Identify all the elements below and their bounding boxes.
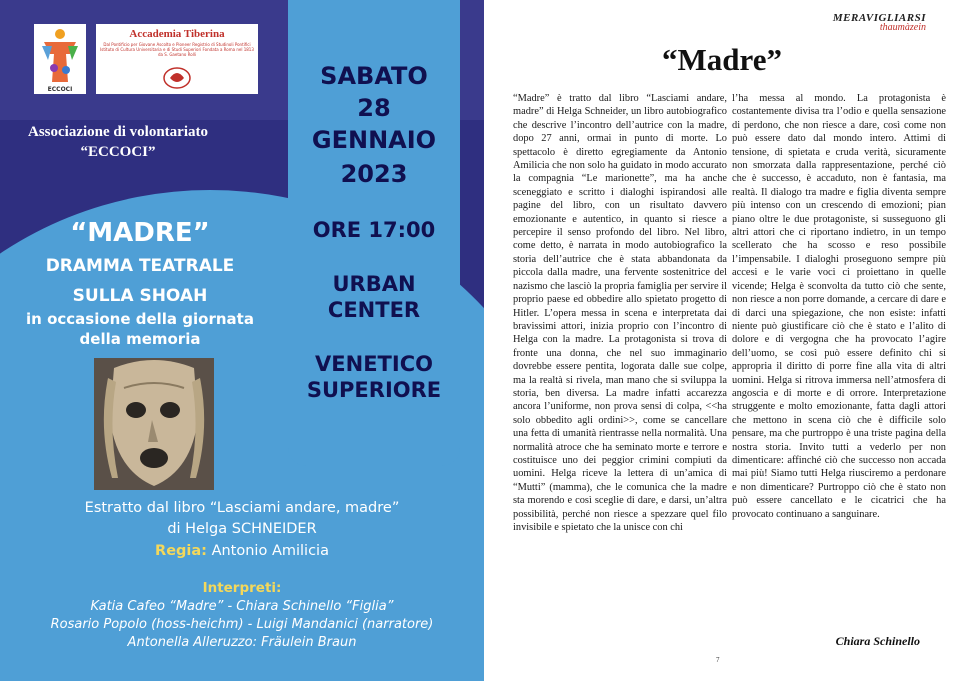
place-line-1: VENETICO — [315, 352, 433, 376]
cast-line-2: Rosario Popolo (hoss-heichm) - Luigi Mandanici (narratore) — [50, 617, 434, 632]
date-day-name: SABATO — [320, 62, 428, 90]
article-column-2-text: l’ha messa al mondo. La protagonista è costantemente divisa tra l’odio e quella sensazione di perdono, che non riesce a dare, così come non può essere dato dal mondo intero. Attimi di tensione, di spietata e cruda verità, sicuramente non smorzata dalla rappresentazione, perché ciò che è successo, è accaduto, non è fantasia, ma realtà. Il dialogo tra madre e figlia diventa sempre più intenso con un crescendo di emozioni; pian piano oltre le due protagoniste, si susseguono gli altri attori che ci riportano indietro, in un tempo scellerato che ha scosso e reso possibile l’impensabile. I dialoghi proseguono sempre più accesi e le varie voci ci proiettano in quelle vicende; Helga è sconvolta da tutto ciò che sente, non riesce a non porre domande, a cercare di dare e di darci una spiegazione, che non esiste: infatti niente può giustificare ciò che è stato e l’alito di dolore e di vergogna che ha provocato l’agire dell’uomo, se così può essere definito chi si appropria il diritto di porre fine alla vita di altri uomini. Helga si ritrova immersa nell’atmosfera di angoscia e di morte e di orrore. Interpretazione struggente e molto emozionante, fatta dagli attori che mettono in scena ciò che è difficile solo pensare, ma che purtroppo è una triste pagina della nostra storia. Invito tutti a vederlo per non dimenticare: affinché ciò che successo non accada mai più! Siamo tutti Helga riusciremo a perdonare e non dimenticare? Purtroppo ciò che è stato non può essere cancellato e le cicatrici che ha provocato continuano a sanguinare. — [732, 93, 946, 520]
venue-line-2: CENTER — [327, 298, 421, 322]
accademia-subtitle: Dal Pontificio per Giovane Ascolto e Pioneer Registrio di Studinoli Pontifici Istituto di Cultura Universitaria e di Studi Superiori Fondata a Roma nel 1813 da S. Gaetano Rolli — [100, 42, 254, 57]
date-year: 2023 — [340, 160, 408, 188]
excerpt-line-1: Estratto dal libro “Lasciami andare, madre” — [84, 500, 400, 516]
show-subtitle-2: SULLA SHOAH — [72, 286, 208, 306]
eccoci-figure-icon — [34, 24, 86, 94]
venue-line-1: URBAN — [332, 272, 416, 296]
show-title: “MADRE” — [70, 218, 210, 248]
date-month: GENNAIO — [311, 126, 437, 154]
accademia-seal-icon — [162, 64, 192, 90]
director-name: Antonio Amilicia — [211, 543, 329, 559]
section-rubric — [833, 12, 926, 33]
accademia-title: Accademia Tiberina — [129, 28, 225, 40]
cast-line-3: Antonella Alleruzzo: Fräulein Braun — [127, 635, 357, 650]
event-time: ORE 17:00 — [312, 218, 436, 242]
eccoci-logo-text: ECCOCI — [47, 86, 73, 93]
show-subtitle-3: in occasione della giornata — [26, 310, 254, 328]
article-column-1-text: “Madre” è tratto dal libro “Lasciami andare, madre” di Helga Schneider, un libro autobiografico che descrive l’incontro dell’autrice con la madre, dopo 27 anni, ormai in punto di morte. Lo spettacolo è diretto egregiamente da Antonio Amilicia che non solo ha guidato in modo accurato la compagnia “Le marionette”, ma ha anche sceneggiato e scritto i dialoghi ispirandosi alle pagine del libro, con un risultato davvero emozionante e autentico, in quanto si riesce a percepire il senso profondo del libro. Nel libro, come detto, è narrata in modo autobiografico la storia dell’autrice che è stata abbandonata da piccola dalla madre, una fervente sostenitrice del nazismo che lasciò la propria famiglia per servire il proprio paese ed obbedire allo spietato progetto di Hitler. L’opera messa in scena e interpretata dai bravissimi attori, inizia proprio con l’incontro di Helga con la madre. La protagonista si trova di fronte una donna, che nel suo immaginario dovrebbe essere pentita, logorata dalle sue colpe, ma la realtà si rivela, man mano che si sviluppa la storia, ben diversa. La madre infatti accarezza ancora l’uniforme, non prova sensi di colpa, <<ha solo obbedito agli ordini>>, come se cancellare una fetta di umanità rientrasse nella normalità. Una normalità atroce che ha seminato morte e terrore e costituisce uno dei peggior crimini compiuti da uomini. Helga riceve la lettera di un’amica di “Mutti” (mamma), che le comunica che la madre sta morendo e così sceglie di dare, e darsi, un’altra possibilità, perché non riesce a spezzare quel filo invisibile e spietato che la unisce con chi — [513, 93, 727, 533]
place-line-2: SUPERIORE — [306, 378, 442, 402]
association-line-1: Associazione di volontariato — [28, 124, 208, 140]
direction-line — [0, 543, 484, 559]
article-title: “Madre” — [662, 42, 782, 77]
excerpt-line-2: di Helga SCHNEIDER — [167, 521, 317, 537]
show-subtitle-1: DRAMMA TEATRALE — [45, 256, 235, 276]
eccoci-logo — [34, 24, 86, 94]
mask-illustration — [94, 358, 214, 490]
article-column-2 — [732, 92, 946, 521]
show-subtitle-4: della memoria — [79, 330, 201, 348]
rubric-subtitle: thaumàzein — [879, 22, 926, 33]
accademia-tiberina-logo — [96, 24, 258, 94]
page-number: 7 — [716, 656, 720, 664]
date-day: 28 — [357, 94, 391, 122]
article-column-1 — [513, 92, 727, 534]
article-signature: Chiara Schinello — [835, 634, 920, 648]
association-line-2: “ECCOCI” — [80, 144, 156, 160]
cast-line-1: Katia Cafeo “Madre” - Chiara Schinello “Figlia” — [90, 599, 394, 614]
theatre-mask-image — [94, 358, 214, 490]
cast-label: Interpreti: — [202, 580, 282, 596]
rubric-title: MERAVIGLIARSI — [832, 12, 926, 24]
direction-label: Regia: — [155, 543, 207, 559]
